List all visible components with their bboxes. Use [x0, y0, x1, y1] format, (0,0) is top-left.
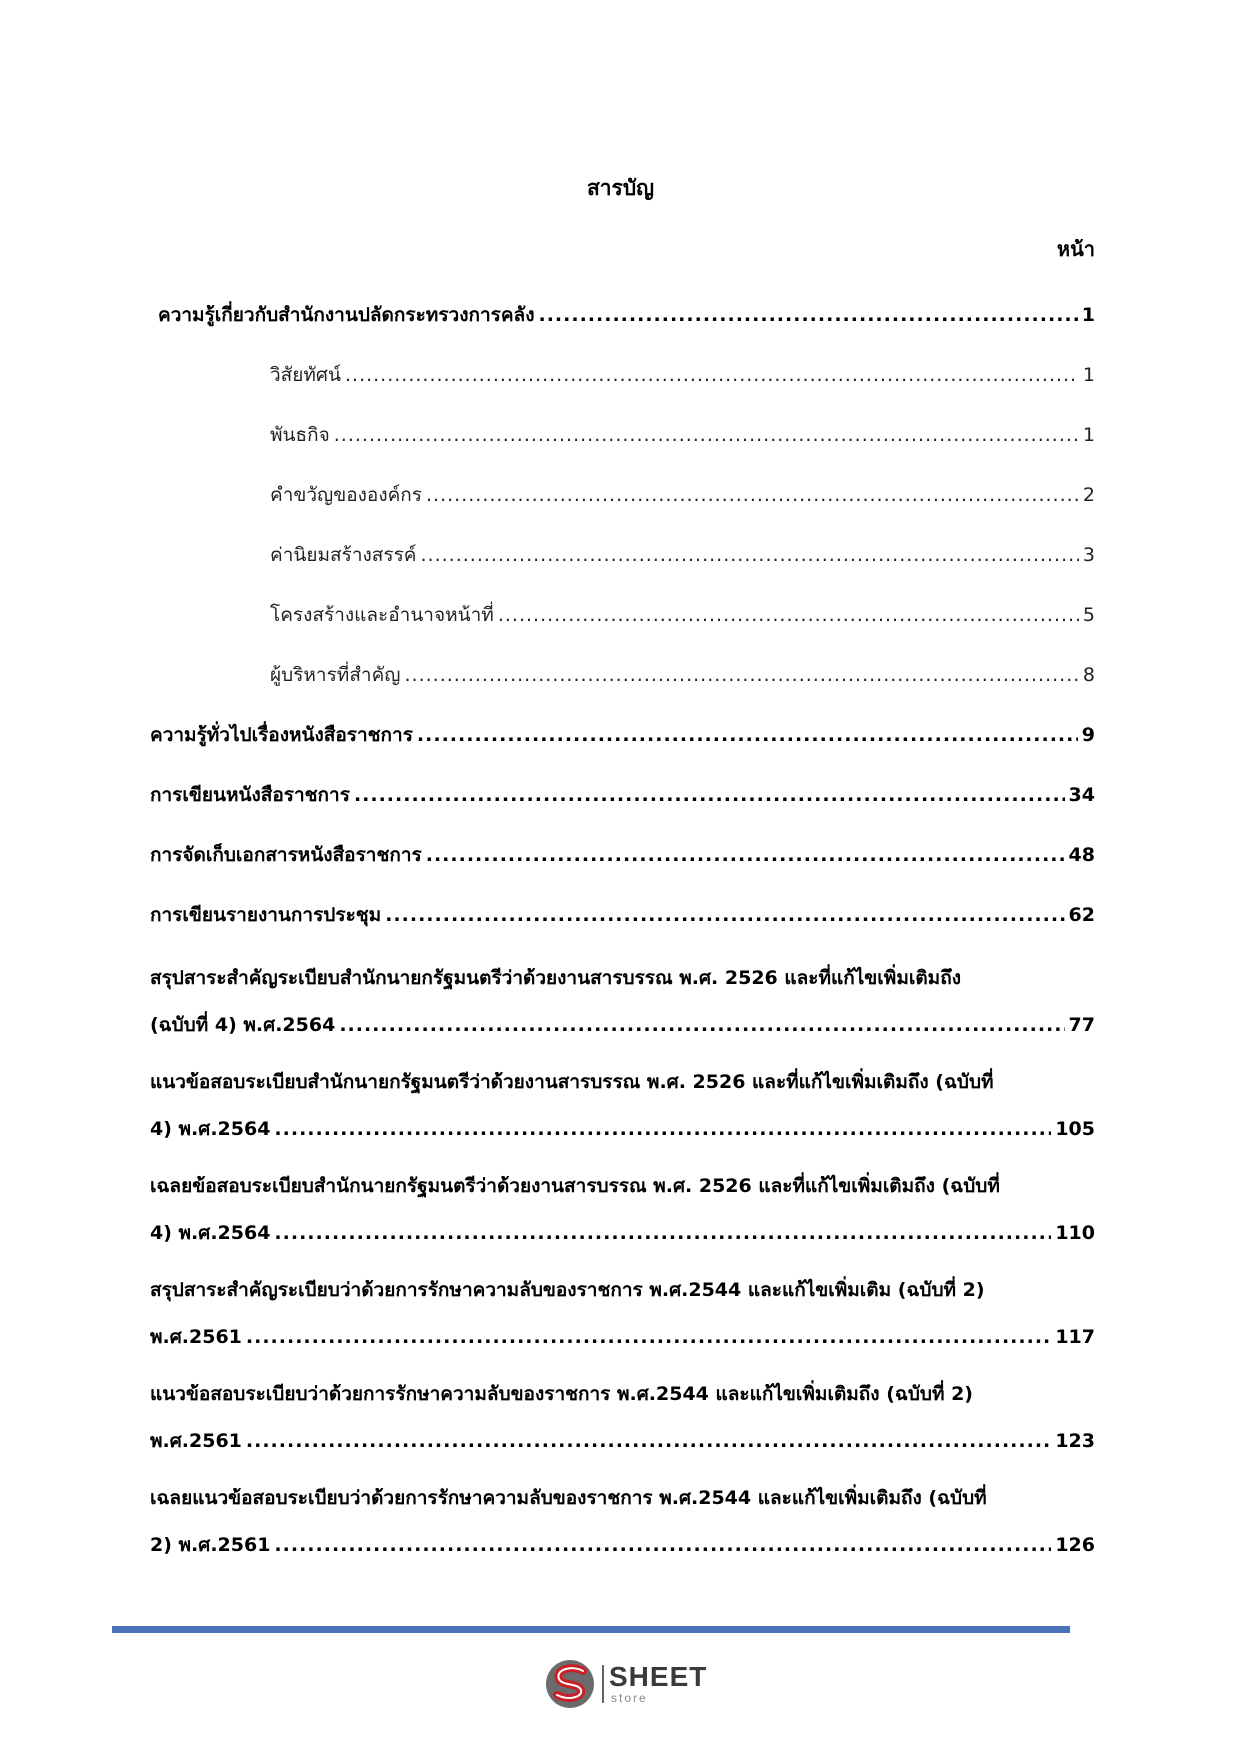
toc-entry-page: 9: [1081, 724, 1095, 746]
leader-dots: [538, 285, 1077, 345]
toc-entry-page: 110: [1055, 1222, 1095, 1244]
toc-entry-page: 77: [1068, 1014, 1095, 1036]
page-column-label: หน้า: [1056, 237, 1095, 261]
toc-entry[interactable]: [150, 1163, 1095, 1257]
table-of-contents: [150, 285, 1095, 1569]
toc-entry-page: 105: [1055, 1118, 1095, 1140]
toc-entry[interactable]: [150, 1371, 1095, 1465]
toc-entry[interactable]: [150, 1267, 1095, 1361]
logo-wordmark: SHEET: [609, 1661, 708, 1692]
toc-entry-page: 1: [1081, 304, 1095, 326]
toc-entry-page: 117: [1055, 1326, 1095, 1348]
toc-entry[interactable]: [150, 825, 1095, 885]
footer-rule: [112, 1626, 1070, 1633]
toc-entry-title: ผู้บริหารที่สำคัญ: [270, 664, 401, 686]
leader-dots: [426, 825, 1065, 885]
toc-entry-page: 8: [1082, 664, 1095, 686]
leader-dots: [274, 1521, 1051, 1569]
leader-dots: [274, 1105, 1051, 1153]
leader-dots: [345, 345, 1079, 405]
toc-entry-title-line1: แนวข้อสอบระเบียบสำนักนายกรัฐมนตรีว่าด้วยงานสารบรรณ พ.ศ. 2526 และที่แก้ไขเพิ่มเติมถึง (ฉบับที่: [150, 1071, 994, 1093]
leader-dots: [426, 465, 1079, 525]
toc-entry-title: พันธกิจ: [270, 424, 330, 446]
toc-entry-title: ความรู้เกี่ยวกับสำนักงานปลัดกระทรวงการคลัง: [158, 304, 535, 326]
page-title: สารบัญ: [586, 176, 655, 200]
toc-entry-title-line2: 4) พ.ศ.2564: [150, 1118, 271, 1140]
logo-s-mark-icon: [543, 1657, 597, 1711]
leader-dots: [354, 765, 1065, 825]
toc-entry-title: การเขียนรายงานการประชุม: [150, 904, 382, 926]
toc-entry-title-line2: 4) พ.ศ.2564: [150, 1222, 271, 1244]
toc-entry-title: โครงสร้างและอำนาจหน้าที่: [270, 604, 494, 626]
toc-entry[interactable]: [158, 285, 1095, 345]
toc-subentry[interactable]: [150, 405, 1095, 465]
leader-dots: [274, 1209, 1051, 1257]
toc-entry[interactable]: [150, 955, 1095, 1049]
toc-entry-title: การเขียนหนังสือราชการ: [150, 784, 350, 806]
toc-entry-title-line2: (ฉบับที่ 4) พ.ศ.2564: [150, 1014, 336, 1036]
leader-dots: [339, 1001, 1064, 1049]
leader-dots: [334, 405, 1079, 465]
leader-dots: [498, 585, 1079, 645]
toc-entry-title-line2: พ.ศ.2561: [150, 1430, 242, 1452]
toc-entry-page: 126: [1055, 1534, 1095, 1556]
leader-dots: [385, 885, 1064, 945]
toc-entry-title: ความรู้ทั่วไปเรื่องหนังสือราชการ: [150, 724, 413, 746]
toc-subentry[interactable]: [150, 525, 1095, 585]
toc-entry-page: 123: [1055, 1430, 1095, 1452]
toc-entry[interactable]: [150, 705, 1095, 765]
toc-entry-page: 62: [1068, 904, 1095, 926]
leader-dots: [246, 1417, 1051, 1465]
toc-entry[interactable]: [150, 765, 1095, 825]
sheet-store-logo: [543, 1657, 713, 1711]
toc-subentry[interactable]: [150, 645, 1095, 705]
toc-entry-page: 5: [1082, 604, 1095, 626]
leader-dots: [417, 705, 1078, 765]
toc-entry-page: 34: [1068, 784, 1095, 806]
toc-subentry[interactable]: [150, 465, 1095, 525]
leader-dots: [405, 645, 1079, 705]
toc-entry-title: วิสัยทัศน์: [270, 364, 341, 386]
toc-entry-title-line2: 2) พ.ศ.2561: [150, 1534, 271, 1556]
toc-entry[interactable]: [150, 885, 1095, 945]
toc-entry-title: การจัดเก็บเอกสารหนังสือราชการ: [150, 844, 422, 866]
toc-entry-page: 2: [1082, 484, 1095, 506]
logo-subtext: store: [611, 1691, 648, 1705]
toc-entry-title-line2: พ.ศ.2561: [150, 1326, 242, 1348]
toc-entry-title-line1: สรุปสาระสำคัญระเบียบว่าด้วยการรักษาความลับของราชการ พ.ศ.2544 และแก้ไขเพิ่มเติม (ฉบับที่ 2): [150, 1279, 985, 1301]
toc-entry-title: คำขวัญขององค์กร: [270, 484, 423, 506]
toc-entry-title: ค่านิยมสร้างสรรค์: [270, 544, 417, 566]
toc-entry-title-line1: เฉลยแนวข้อสอบระเบียบว่าด้วยการรักษาความลับของราชการ พ.ศ.2544 และแก้ไขเพิ่มเติมถึง (ฉบับที่: [150, 1487, 987, 1509]
toc-entry[interactable]: [150, 1059, 1095, 1153]
toc-entry-title-line1: แนวข้อสอบระเบียบว่าด้วยการรักษาความลับของราชการ พ.ศ.2544 และแก้ไขเพิ่มเติมถึง (ฉบับที่ 2): [150, 1383, 973, 1405]
toc-entry-title-line1: สรุปสาระสำคัญระเบียบสำนักนายกรัฐมนตรีว่าด้วยงานสารบรรณ พ.ศ. 2526 และที่แก้ไขเพิ่มเติมถึง: [150, 967, 961, 989]
logo-separator: [602, 1665, 604, 1703]
leader-dots: [246, 1313, 1051, 1361]
toc-entry-page: 1: [1082, 364, 1095, 386]
toc-entry-page: 48: [1068, 844, 1095, 866]
toc-entry-page: 3: [1082, 544, 1095, 566]
toc-subentry[interactable]: [150, 585, 1095, 645]
leader-dots: [421, 525, 1079, 585]
toc-subentry[interactable]: [150, 345, 1095, 405]
toc-entry-page: 1: [1082, 424, 1095, 446]
toc-entry[interactable]: [150, 1475, 1095, 1569]
toc-entry-title-line1: เฉลยข้อสอบระเบียบสำนักนายกรัฐมนตรีว่าด้วยงานสารบรรณ พ.ศ. 2526 และที่แก้ไขเพิ่มเติมถึง (ฉบับที่: [150, 1175, 1000, 1197]
